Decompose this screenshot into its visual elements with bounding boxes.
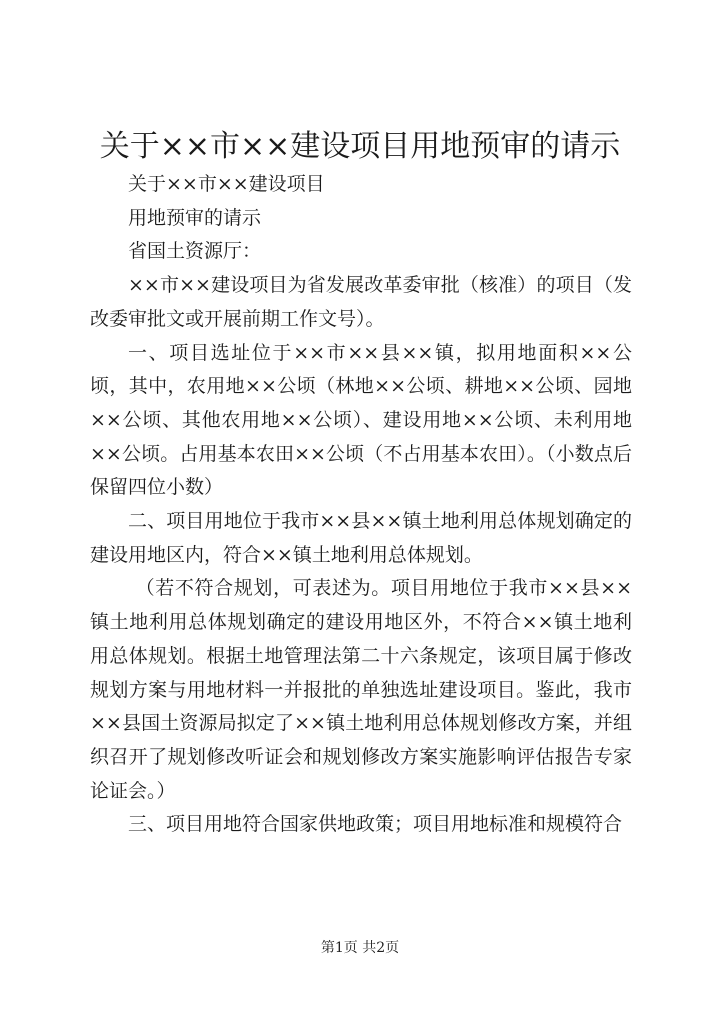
subject-line-2: 用地预审的请示 xyxy=(128,206,262,229)
paragraph-section-2: 二、项目用地位于我市××县××镇土地利用总体规划确定的建设用地区内，符合××镇土地利用总体规划。 xyxy=(90,510,632,566)
subject-line-1: 关于××市××建设项目 xyxy=(128,173,325,195)
addressee: 省国土资源厅： xyxy=(128,240,262,263)
paragraph-section-1: 一、项目选址位于××市××县××镇，拟用地面积××公顷，其中，农用地××公顷（林地××公顷、耕地××公顷、园地××公顷、其他农用地××公顷）、建设用地××公顷、未利用地××公顷。占用基本农田××公顷（不占用基本农田）。（小数点后保留四位小数） xyxy=(90,341,632,499)
paragraph-intro: ××市××建设项目为省发展改革委审批（核准）的项目（发改委审批文或开展前期工作文号）。 xyxy=(90,274,632,330)
paragraph-section-3: 三、项目用地符合国家供地政策；项目用地标准和规模符合 xyxy=(128,813,623,836)
document-body xyxy=(90,168,632,842)
document-title: 关于××市××建设项目用地预审的请示 xyxy=(99,129,621,164)
paragraph-note: （若不符合规划，可表述为。项目用地位于我市××县××镇土地利用总体规划确定的建设用地区外，不符合××镇土地利用总体规划。根据土地管理法第二十六条规定，该项目属于修改规划方案与用地材料一并报批的单独选址建设项目。鉴此，我市××县国土资源局拟定了××镇土地利用总体规划修改方案，并组织召开了规划修改听证会和规划修改方案实施影响评估报告专家论证会。） xyxy=(90,577,632,802)
page-footer: 第1页 共2页 xyxy=(320,940,400,956)
